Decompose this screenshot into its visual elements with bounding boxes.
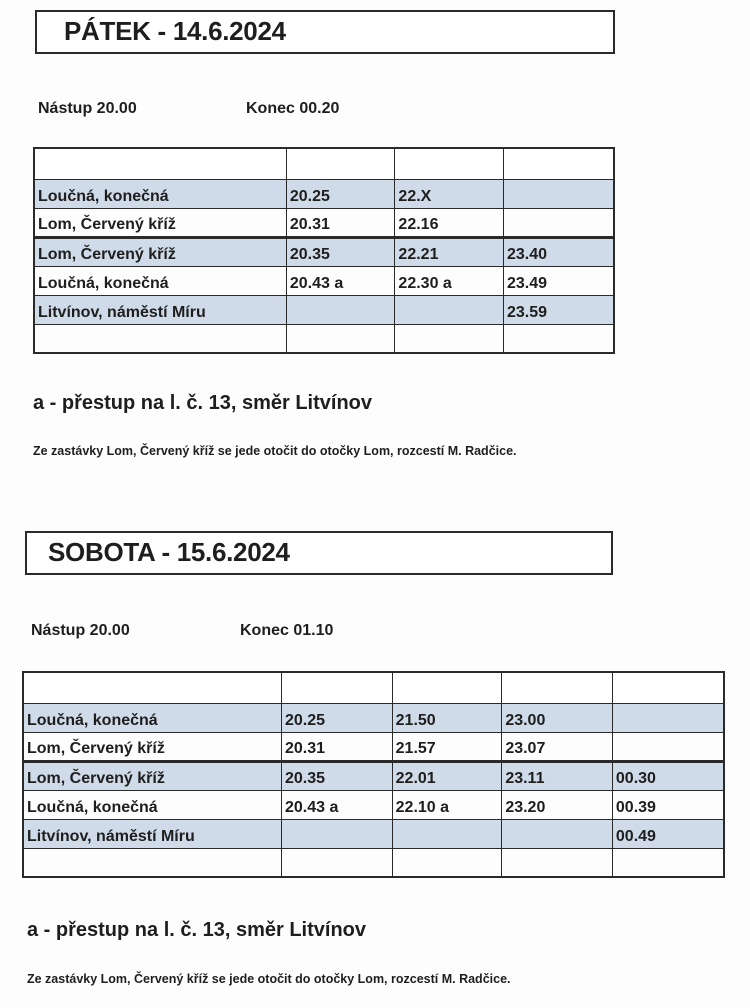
saturday-footnote: a - přestup na l. č. 13, směr Litvínov bbox=[27, 919, 366, 941]
departure-time-cell: 23.11 bbox=[502, 761, 613, 790]
saturday-end: Konec 01.10 bbox=[240, 622, 334, 639]
departure-time-cell: 20.35 bbox=[281, 761, 392, 790]
departure-time-cell bbox=[286, 324, 395, 353]
stop-name-cell bbox=[23, 848, 281, 877]
departure-time-cell bbox=[281, 672, 392, 703]
departure-time-cell: 23.00 bbox=[502, 703, 613, 732]
departure-time-cell bbox=[286, 295, 395, 324]
table-row bbox=[34, 208, 614, 237]
stop-name-cell bbox=[34, 148, 286, 179]
table-row bbox=[23, 761, 724, 790]
departure-time-cell: 22.10 a bbox=[392, 790, 502, 819]
departure-time-cell: 00.30 bbox=[612, 761, 724, 790]
departure-time-cell bbox=[395, 324, 504, 353]
saturday-title-box bbox=[25, 531, 613, 575]
table-row bbox=[23, 819, 724, 848]
departure-time-cell bbox=[392, 848, 502, 877]
departure-time-cell bbox=[502, 672, 613, 703]
departure-time-cell: 23.49 bbox=[504, 266, 615, 295]
departure-time-cell bbox=[281, 848, 392, 877]
departure-time-cell: 20.25 bbox=[281, 703, 392, 732]
departure-time-cell bbox=[504, 148, 615, 179]
friday-title-box bbox=[35, 10, 615, 54]
saturday-start: Nástup 20.00 bbox=[31, 622, 130, 639]
departure-time-cell bbox=[504, 208, 615, 237]
table-row bbox=[23, 848, 724, 877]
departure-time-cell: 23.59 bbox=[504, 295, 615, 324]
table-row bbox=[23, 703, 724, 732]
stop-name-cell bbox=[23, 672, 281, 703]
stop-name-cell: Loučná, konečná bbox=[23, 703, 281, 732]
departure-time-cell bbox=[612, 672, 724, 703]
friday-end: Konec 00.20 bbox=[246, 100, 340, 117]
stop-name-cell: Lom, Červený kříž bbox=[34, 208, 286, 237]
stop-name-cell: Loučná, konečná bbox=[23, 790, 281, 819]
table-row bbox=[34, 295, 614, 324]
saturday-title: SOBOTA - 15.6.2024 bbox=[48, 537, 290, 567]
stop-name-cell: Lom, Červený kříž bbox=[23, 732, 281, 761]
departure-time-cell: 20.31 bbox=[281, 732, 392, 761]
departure-time-cell: 23.20 bbox=[502, 790, 613, 819]
stop-name-cell: Lom, Červený kříž bbox=[34, 237, 286, 266]
departure-time-cell: 20.25 bbox=[286, 179, 395, 208]
stop-name-cell: Loučná, konečná bbox=[34, 179, 286, 208]
departure-time-cell bbox=[504, 324, 615, 353]
departure-time-cell bbox=[612, 703, 724, 732]
departure-time-cell: 23.40 bbox=[504, 237, 615, 266]
departure-time-cell bbox=[281, 819, 392, 848]
departure-time-cell: 00.39 bbox=[612, 790, 724, 819]
departure-time-cell: 20.35 bbox=[286, 237, 395, 266]
departure-time-cell: 23.07 bbox=[502, 732, 613, 761]
stop-name-cell: Litvínov, náměstí Míru bbox=[23, 819, 281, 848]
departure-time-cell: 22.21 bbox=[395, 237, 504, 266]
table-row bbox=[23, 732, 724, 761]
departure-time-cell bbox=[286, 148, 395, 179]
departure-time-cell: 20.31 bbox=[286, 208, 395, 237]
departure-time-cell bbox=[395, 295, 504, 324]
saturday-remark: Ze zastávky Lom, Červený kříž se jede otočit do otočky Lom, rozcestí M. Radčice. bbox=[27, 972, 511, 986]
table-row bbox=[34, 266, 614, 295]
friday-footnote: a - přestup na l. č. 13, směr Litvínov bbox=[33, 392, 372, 414]
departure-time-cell: 22.16 bbox=[395, 208, 504, 237]
departure-time-cell: 20.43 a bbox=[286, 266, 395, 295]
stop-name-cell: Litvínov, náměstí Míru bbox=[34, 295, 286, 324]
departure-time-cell: 22.01 bbox=[392, 761, 502, 790]
stop-name-cell: Loučná, konečná bbox=[34, 266, 286, 295]
departure-time-cell: 21.57 bbox=[392, 732, 502, 761]
departure-time-cell bbox=[395, 148, 504, 179]
departure-time-cell: 22.X bbox=[395, 179, 504, 208]
table-row bbox=[34, 324, 614, 353]
table-row bbox=[34, 237, 614, 266]
table-row bbox=[34, 179, 614, 208]
departure-time-cell bbox=[612, 732, 724, 761]
saturday-timetable bbox=[22, 671, 725, 878]
departure-time-cell bbox=[392, 672, 502, 703]
departure-time-cell bbox=[612, 848, 724, 877]
stop-name-cell: Lom, Červený kříž bbox=[23, 761, 281, 790]
departure-time-cell: 00.49 bbox=[612, 819, 724, 848]
header-row bbox=[34, 148, 614, 179]
departure-time-cell bbox=[502, 848, 613, 877]
friday-timetable bbox=[33, 147, 615, 354]
departure-time-cell: 22.30 a bbox=[395, 266, 504, 295]
departure-time-cell: 21.50 bbox=[392, 703, 502, 732]
friday-start: Nástup 20.00 bbox=[38, 100, 137, 117]
table-row bbox=[23, 790, 724, 819]
departure-time-cell bbox=[392, 819, 502, 848]
friday-remark: Ze zastávky Lom, Červený kříž se jede otočit do otočky Lom, rozcestí M. Radčice. bbox=[33, 444, 517, 458]
friday-title: PÁTEK - 14.6.2024 bbox=[64, 16, 286, 46]
departure-time-cell bbox=[504, 179, 615, 208]
header-row bbox=[23, 672, 724, 703]
departure-time-cell: 20.43 a bbox=[281, 790, 392, 819]
stop-name-cell bbox=[34, 324, 286, 353]
departure-time-cell bbox=[502, 819, 613, 848]
